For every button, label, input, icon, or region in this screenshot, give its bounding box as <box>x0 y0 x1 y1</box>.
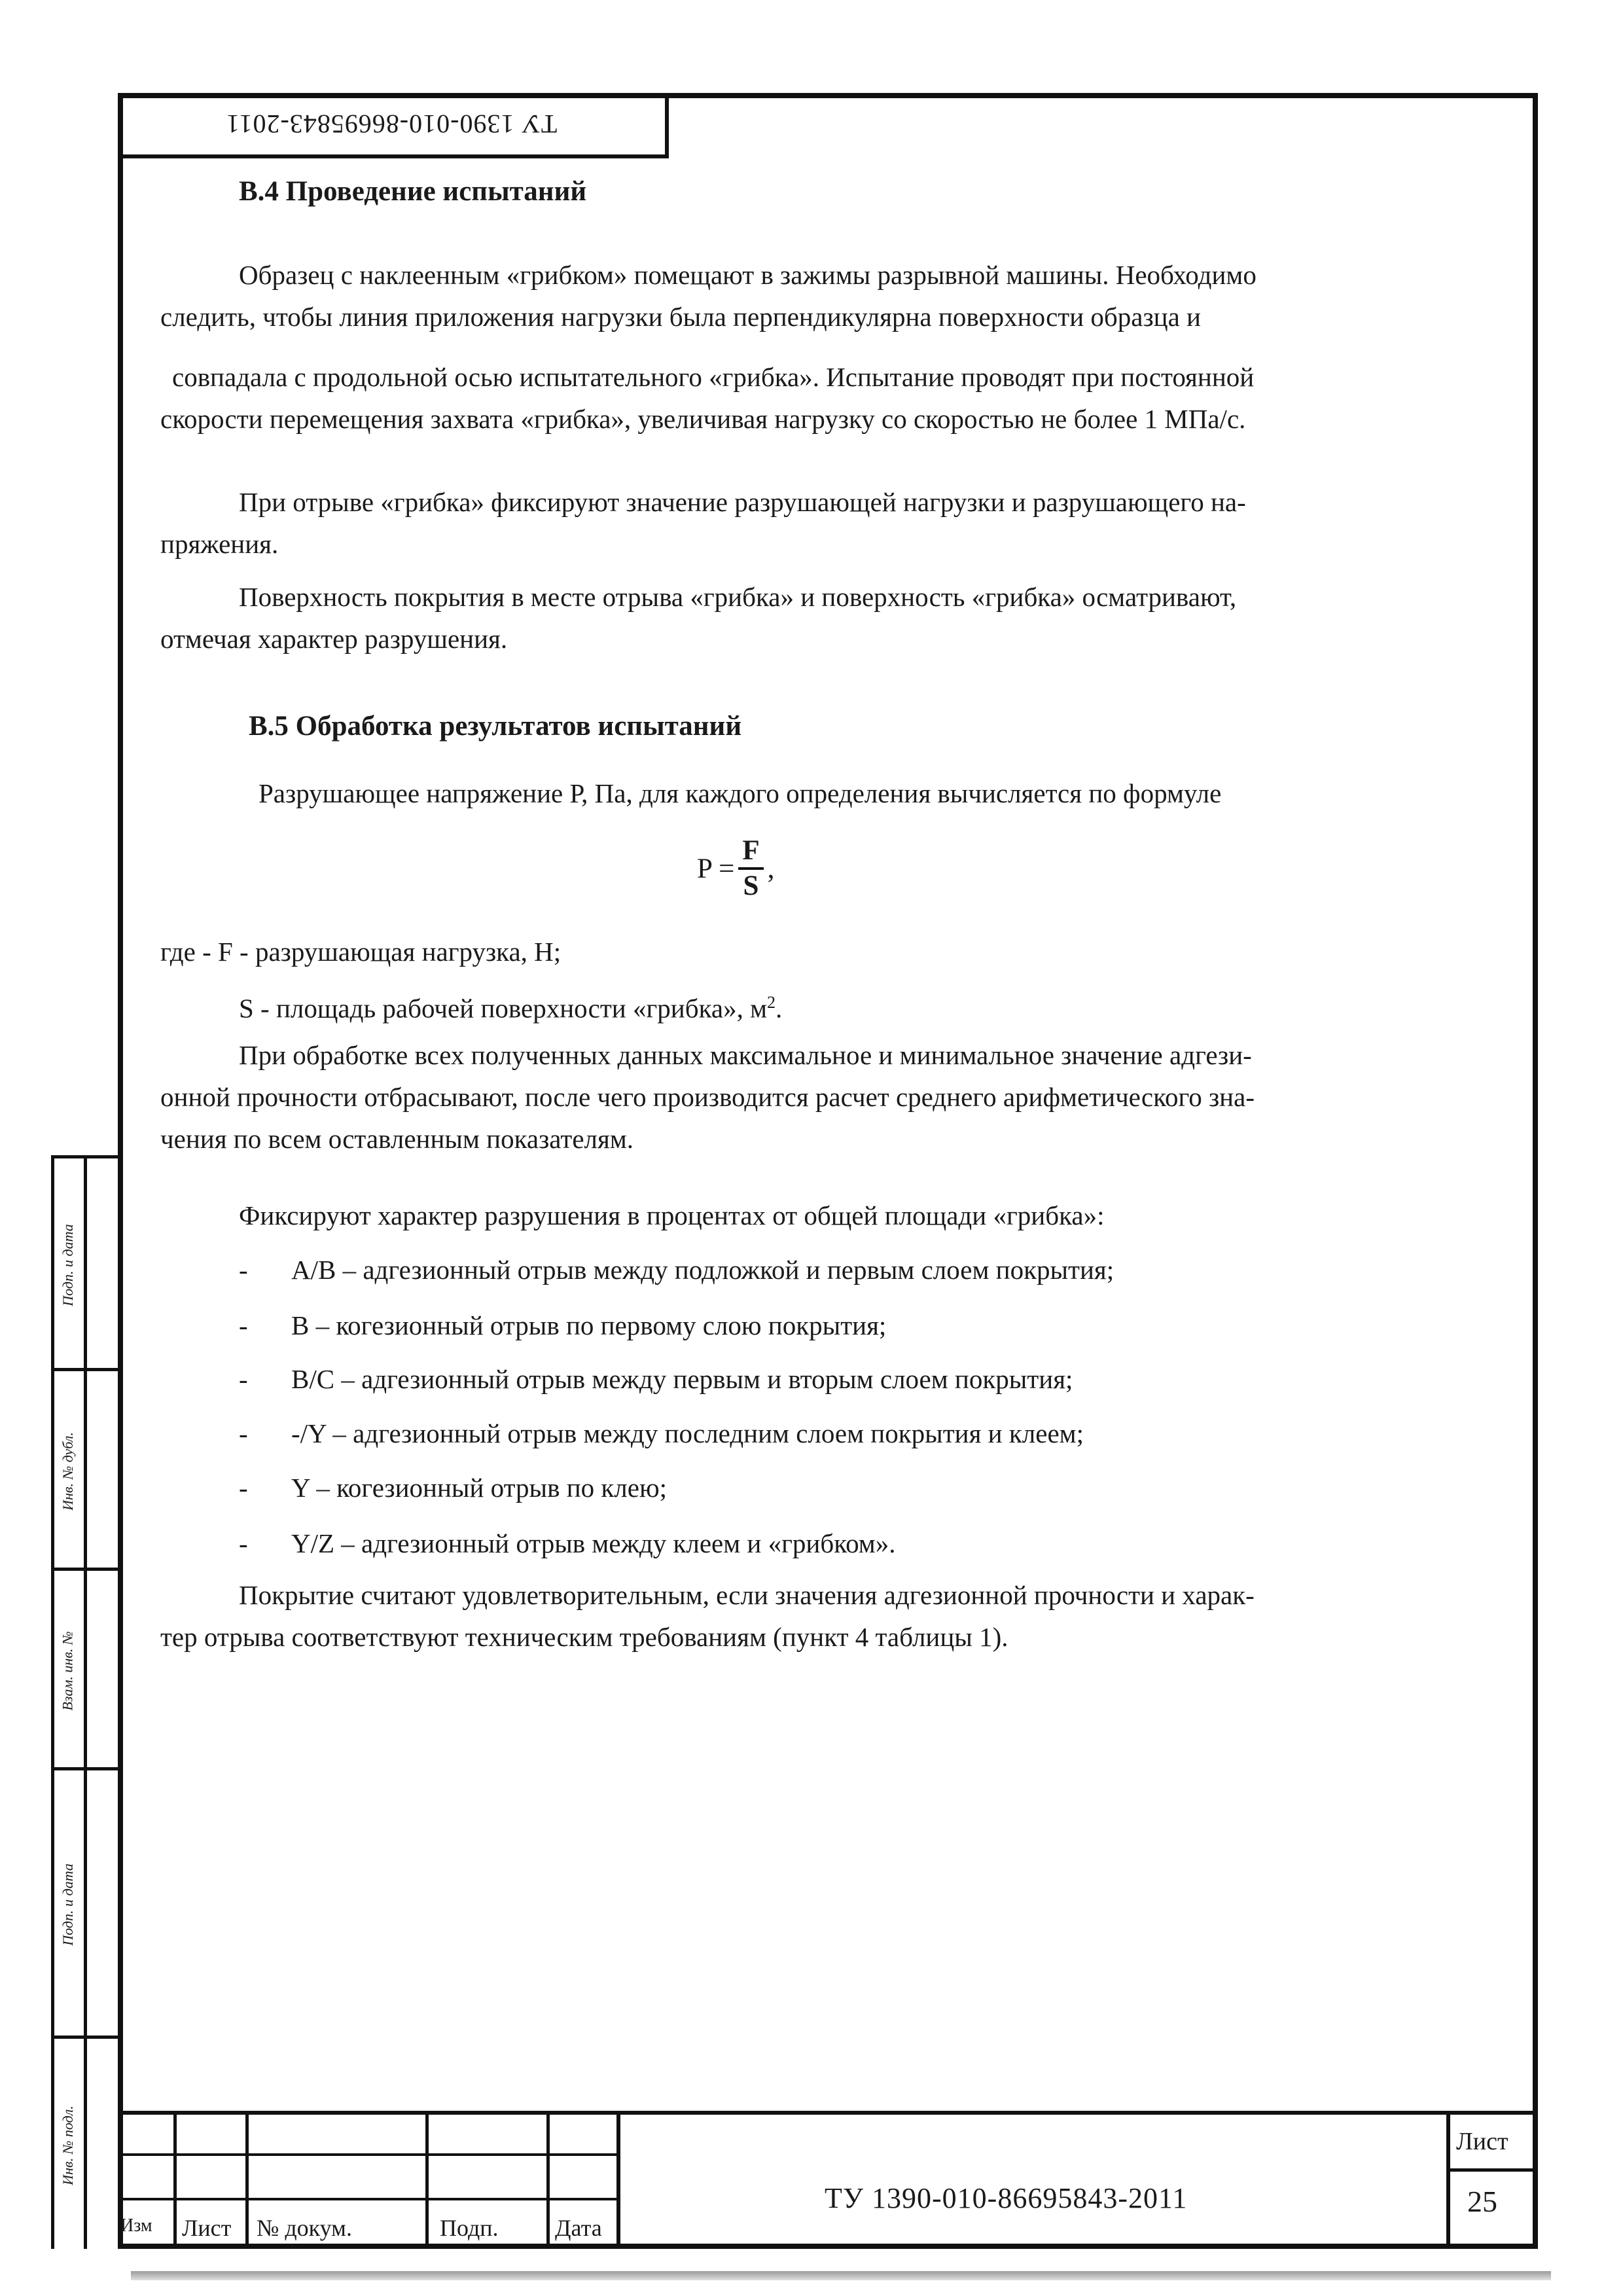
text-line: Покрытие считают удовлетворительным, если значения адгезионной прочности и харак- <box>239 1580 1255 1610</box>
strip-label: Подп. и дата <box>60 1223 77 1306</box>
bullet-marker: - <box>239 1255 248 1285</box>
text-line: скорости перемещения захвата «грибка», увеличивая нагрузку со скоростью не более 1 МПа/с. <box>160 404 1246 434</box>
strip-cell <box>51 1155 118 1368</box>
paragraph-b5-1 <box>160 1034 1495 1160</box>
where-s-superscript: 2 <box>767 993 776 1012</box>
section-b5-title: В.5 Обработка результатов испытаний <box>249 711 742 742</box>
tb-line <box>425 2111 429 2249</box>
text-line: Образец с наклеенным «грибком» помещают в зажимы разрывной машины. Необходимо <box>239 260 1257 290</box>
paragraph-b4-1 <box>160 254 1495 440</box>
bullet-marker: - <box>239 1528 248 1558</box>
list-item-text: Y/Z – адгезионный отрыв между клеем и «грибком». <box>291 1528 896 1558</box>
tb-line <box>546 2111 550 2249</box>
strip-label: Подп. и дата <box>60 1863 77 1946</box>
formula-fraction <box>738 834 763 903</box>
col-label-docnum: № докум. <box>257 2215 352 2241</box>
strip-label: Инв. № дубл. <box>60 1431 76 1511</box>
list-item-text: A/B – адгезионный отрыв между подложкой и первым слоем покрытия; <box>291 1255 1115 1285</box>
list-item <box>239 1359 1073 1399</box>
col-label-change: Изм <box>120 2215 152 2236</box>
tb-line <box>245 2111 249 2249</box>
where-s-end: . <box>776 993 783 1024</box>
strip-cell <box>51 1368 118 1568</box>
document-number: ТУ 1390-010-86695843-2011 <box>825 2182 1188 2214</box>
sheet-number: 25 <box>1467 2185 1497 2218</box>
strip-label: Инв. № подл. <box>60 2106 76 2185</box>
title-block <box>118 2111 1538 2249</box>
where-f: где - F - разрушающая нагрузка, Н; <box>160 937 562 967</box>
text-line: отмечая характер разрушения. <box>160 624 508 654</box>
tb-line <box>1446 2168 1538 2172</box>
strip-cell <box>51 2036 118 2249</box>
bullet-marker: - <box>239 1418 248 1448</box>
formula-intro: Разрушающее напряжение Р, Па, для каждого определения вычисляется по формуле <box>259 778 1222 808</box>
scan-shadow <box>131 2271 1551 2280</box>
formula-numerator: F <box>738 834 763 870</box>
strip-cell <box>51 1767 118 2036</box>
tb-line <box>1446 2111 1450 2249</box>
list-item-text: Y – когезионный отрыв по клею; <box>291 1473 667 1503</box>
approval-strip <box>51 1155 118 2249</box>
list-item-text: B/C – адгезионный отрыв между первым и вторым слоем покрытия; <box>291 1364 1073 1394</box>
header-stamp-text: ТУ 1390-010-86695843-2011 <box>225 109 558 139</box>
list-item-text: B – когезионный отрыв по первому слою покрытия; <box>291 1310 887 1340</box>
paragraph-b4-3 <box>160 576 1495 660</box>
bullet-marker: - <box>239 1310 248 1340</box>
tb-line <box>616 2111 620 2249</box>
where-s <box>239 982 1574 1030</box>
formula-lhs: P = <box>697 853 735 884</box>
list-item <box>239 1468 667 1507</box>
list-item <box>239 1414 1084 1453</box>
where-s-text: S - площадь рабочей поверхности «грибка», м <box>239 993 768 1024</box>
col-label-sign: Подп. <box>440 2215 499 2241</box>
tb-line <box>173 2111 177 2249</box>
paragraph-b5-2 <box>160 1574 1495 1658</box>
col-label-sheet: Лист <box>182 2215 232 2241</box>
section-b4-title: В.4 Проведение испытаний <box>239 176 587 207</box>
list-item <box>239 1524 895 1563</box>
formula-denominator: S <box>743 870 759 901</box>
list-item <box>239 1250 1114 1289</box>
text-line: Поверхность покрытия в месте отрыва «грибка» и поверхность «грибка» осматривают, <box>239 582 1237 612</box>
col-label-date: Дата <box>555 2215 602 2241</box>
tb-line <box>118 2111 1538 2115</box>
strip-label: Взам. инв. № <box>60 1630 76 1711</box>
formula <box>697 834 774 903</box>
tb-line <box>118 2198 618 2200</box>
fixation-intro: Фиксируют характер разрушения в процентах от общей площади «грибка»: <box>239 1200 1105 1230</box>
header-stamp <box>118 93 669 158</box>
text-line: пряжения. <box>160 529 279 559</box>
sheet-label: Лист <box>1456 2128 1508 2155</box>
formula-tail: , <box>767 853 775 884</box>
strip-cell <box>51 1568 118 1767</box>
text-line: онной прочности отбрасывают, после чего производится расчет среднего арифметического зна- <box>160 1082 1255 1112</box>
bullet-marker: - <box>239 1364 248 1394</box>
bullet-marker: - <box>239 1473 248 1503</box>
tb-line <box>118 2153 618 2156</box>
list-item-text: -/Y – адгезионный отрыв между последним слоем покрытия и клеем; <box>291 1418 1084 1448</box>
paragraph-b4-2 <box>160 481 1495 565</box>
text-line: чения по всем оставленным показателям. <box>160 1124 634 1154</box>
text-line: совпадала с продольной осью испытательного «грибка». Испытание проводят при постоянной <box>172 362 1255 392</box>
text-line: тер отрыва соответствуют техническим требованиям (пункт 4 таблицы 1). <box>160 1622 1008 1652</box>
text-line: следить, чтобы линия приложения нагрузки была перпендикулярна поверхности образца и <box>160 302 1201 332</box>
text-line: При обработке всех полученных данных максимальное и минимальное значение адгези- <box>239 1040 1252 1070</box>
list-item <box>239 1306 886 1345</box>
text-line: При отрыве «грибка» фиксируют значение разрушающей нагрузки и разрушающего на- <box>239 487 1246 517</box>
